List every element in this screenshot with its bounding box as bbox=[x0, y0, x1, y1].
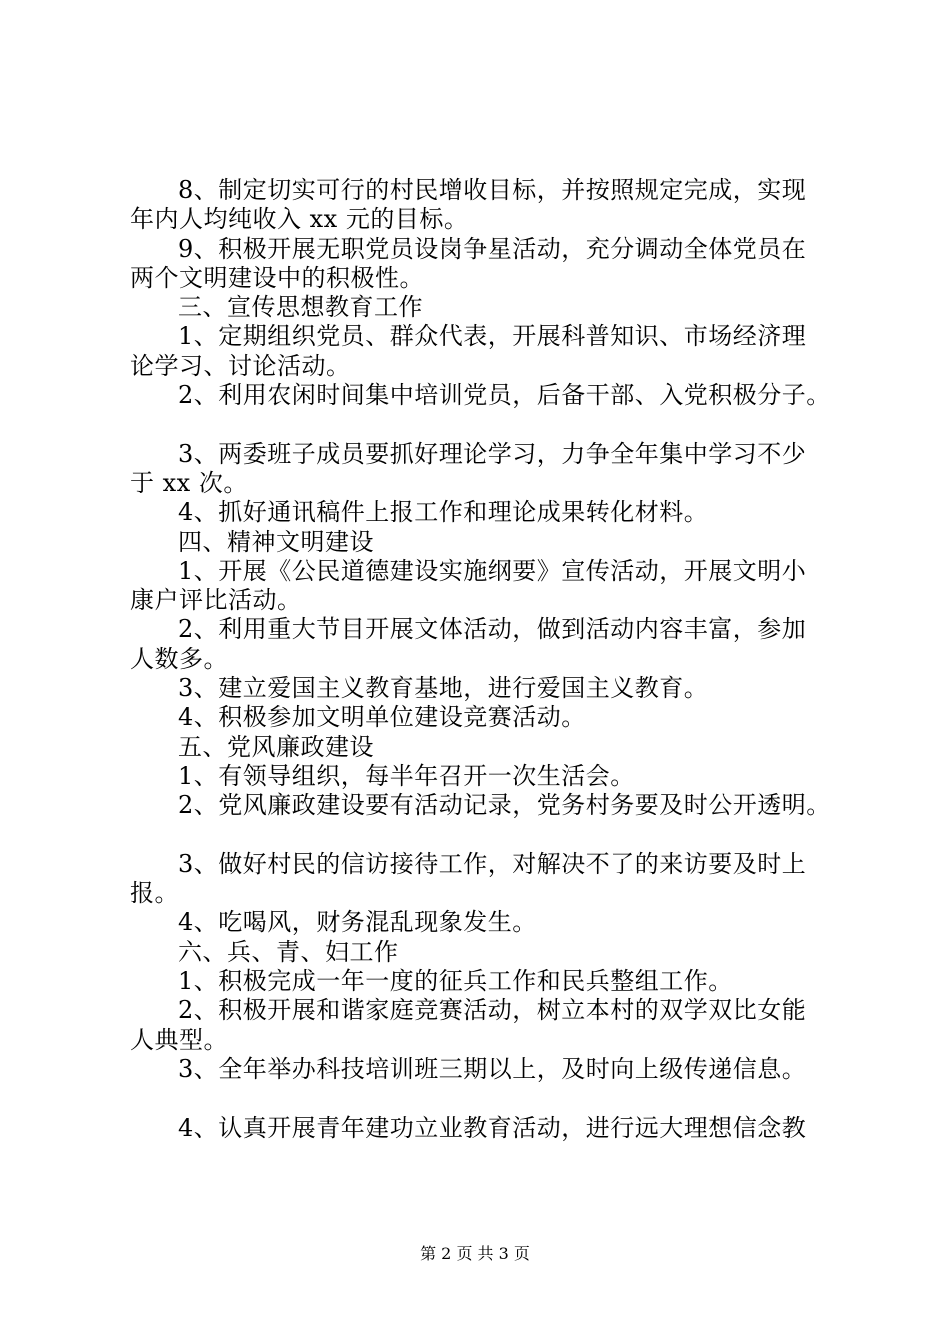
text-line: 康户评比活动。 bbox=[130, 586, 302, 615]
text-line: 三、宣传思想教育工作 bbox=[178, 293, 423, 322]
text-line: 五、党风廉政建设 bbox=[178, 732, 374, 761]
blank-line bbox=[130, 1084, 840, 1113]
text-line: 3、做好村民的信访接待工作，对解决不了的来访要及时上 bbox=[178, 849, 807, 878]
text-line: 两个文明建设中的积极性。 bbox=[130, 263, 424, 292]
text-line: 于 xx 次。 bbox=[130, 468, 248, 497]
blank-line bbox=[130, 821, 840, 850]
text-line: 四、精神文明建设 bbox=[178, 527, 374, 556]
text-line: 人数多。 bbox=[130, 644, 228, 673]
text-line: 报。 bbox=[130, 879, 179, 908]
text-line: 1、有领导组织，每半年召开一次生活会。 bbox=[178, 761, 635, 790]
text-line: 1、积极完成一年一度的征兵工作和民兵整组工作。 bbox=[178, 967, 733, 996]
text-line: 年内人均纯收入 xx 元的目标。 bbox=[130, 205, 469, 234]
text-line: 六、兵、青、妇工作 bbox=[178, 937, 399, 966]
text-line: 4、抓好通讯稿件上报工作和理论成果转化材料。 bbox=[178, 498, 709, 527]
text-line: 2、利用农闲时间集中培训党员，后备干部、入党积极分子。 bbox=[178, 381, 831, 410]
text-line: 4、吃喝风，财务混乱现象发生。 bbox=[178, 908, 537, 937]
document-body bbox=[130, 176, 840, 1143]
text-line: 3、两委班子成员要抓好理论学习，力争全年集中学习不少 bbox=[178, 439, 807, 468]
text-line: 4、积极参加文明单位建设竞赛活动。 bbox=[178, 703, 586, 732]
text-line: 2、利用重大节目开展文体活动，做到活动内容丰富，参加 bbox=[178, 615, 807, 644]
page-footer: 第 2 页 共 3 页 bbox=[420, 1244, 530, 1263]
text-line: 2、党风廉政建设要有活动记录，党务村务要及时公开透明。 bbox=[178, 791, 831, 820]
blank-line bbox=[130, 410, 840, 439]
text-line: 8、制定切实可行的村民增收目标，并按照规定完成，实现 bbox=[178, 176, 807, 204]
text-line: 4、认真开展青年建功立业教育活动，进行远大理想信念教 bbox=[178, 1113, 807, 1142]
text-line: 1、定期组织党员、群众代表，开展科普知识、市场经济理 bbox=[178, 322, 807, 351]
text-line: 3、全年举办科技培训班三期以上，及时向上级传递信息。 bbox=[178, 1054, 807, 1083]
text-line: 2、积极开展和谐家庭竞赛活动，树立本村的双学双比女能 bbox=[178, 996, 807, 1025]
text-line: 论学习、讨论活动。 bbox=[130, 351, 351, 380]
text-line: 9、积极开展无职党员设岗争星活动，充分调动全体党员在 bbox=[178, 234, 807, 263]
text-line: 3、建立爱国主义教育基地，进行爱国主义教育。 bbox=[178, 674, 709, 703]
text-line: 人典型。 bbox=[130, 1025, 228, 1054]
text-line: 1、开展《公民道德建设实施纲要》宣传活动，开展文明小 bbox=[178, 556, 807, 585]
